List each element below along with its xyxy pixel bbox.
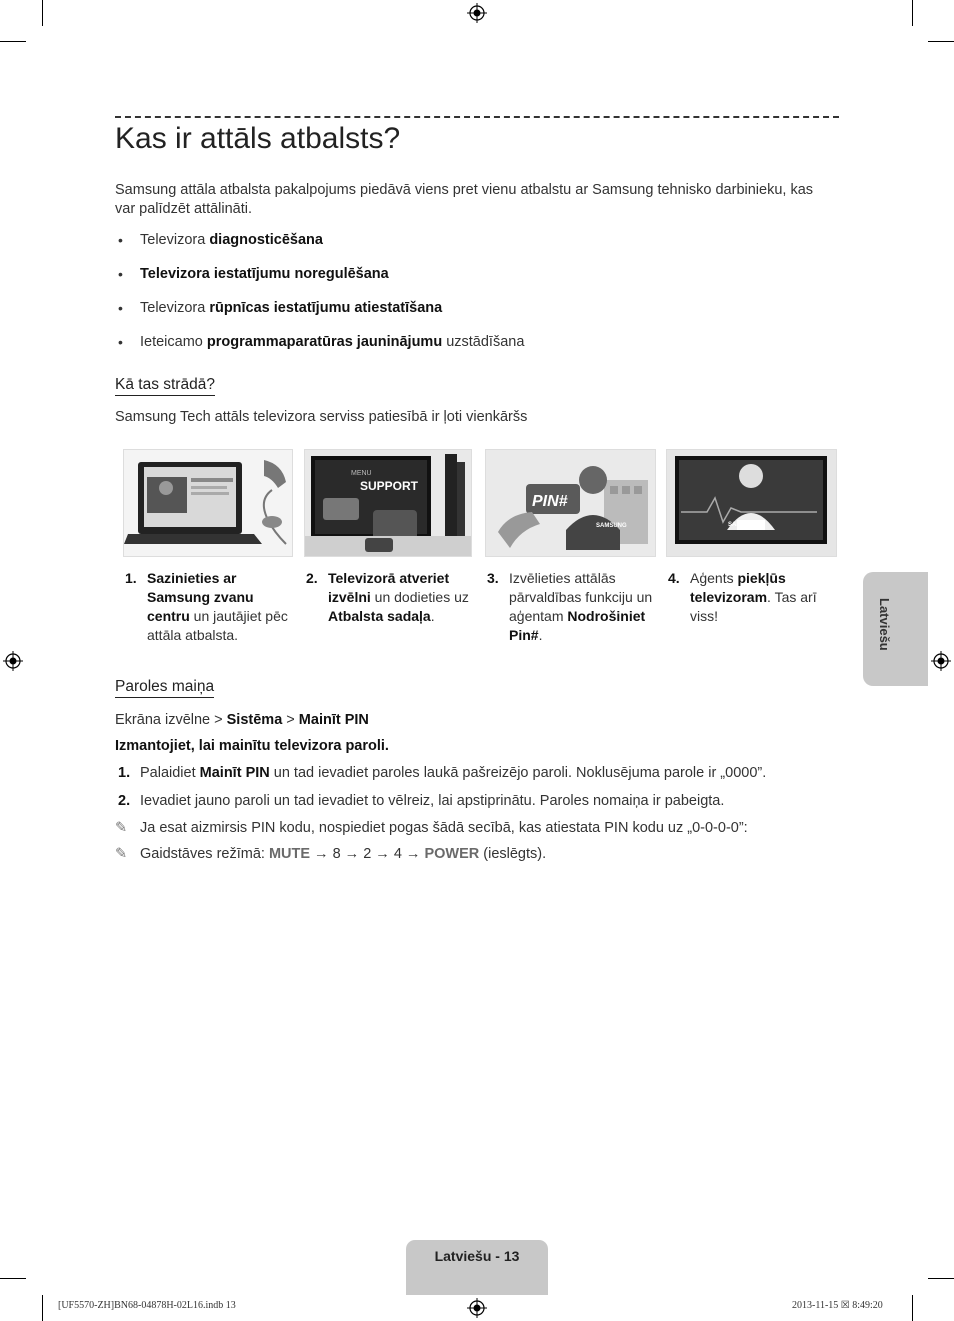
page-number: Latviešu - 13 xyxy=(434,1248,520,1264)
samsung-logo-text: SAMSUNG xyxy=(728,522,759,528)
registration-mark-icon xyxy=(3,651,23,671)
language-side-tab: Latviešu xyxy=(863,572,928,686)
page-footer-tab xyxy=(406,1240,548,1295)
password-change-heading: Paroles maiņa xyxy=(115,677,214,698)
page-title: Kas ir attāls atbalsts? xyxy=(115,122,401,155)
registration-mark-icon xyxy=(467,1298,487,1318)
agent-tv-illustration xyxy=(666,449,837,557)
crop-mark xyxy=(42,1295,43,1321)
crop-mark xyxy=(42,0,43,26)
tv-menu-support-illustration xyxy=(304,449,472,557)
print-timestamp: 2013-11-15 ☒ 8:49:20 xyxy=(792,1300,883,1311)
password-instruction: Izmantojiet, lai mainītu televizora paroli. xyxy=(115,738,389,754)
pin-label: PIN# xyxy=(532,493,568,510)
how-it-works-text: Samsung Tech attāls televizora serviss patiesībā ir ļoti vienkāršs xyxy=(115,409,528,425)
crop-mark xyxy=(928,41,954,42)
crop-mark xyxy=(0,1278,26,1279)
samsung-logo-text: SAMSUNG xyxy=(596,523,627,529)
print-file-info: [UF5570-ZH]BN68-04878H-02L16.indb 13 xyxy=(58,1300,236,1311)
list-item: • Televizora iestatījumu noregulēšana xyxy=(115,265,835,299)
feature-list xyxy=(115,231,835,367)
laptop-phone-illustration xyxy=(123,449,293,557)
registration-mark-icon xyxy=(467,3,487,23)
dashed-rule xyxy=(115,116,839,118)
intro-paragraph: Samsung attāla atbalsta pakalpojums piedāvā viens pret vienu atbalstu ar Samsung tehnisko darbinieku, kas var palīdzēt attālināti. xyxy=(115,182,814,217)
pin-agent-illustration xyxy=(485,449,656,557)
crop-mark xyxy=(912,1295,913,1321)
menu-label: MENU xyxy=(351,470,372,477)
list-item: • Televizora rūpnīcas iestatījumu atiestatīšana xyxy=(115,299,835,333)
list-item: • Televizora diagnosticēšana xyxy=(115,231,835,265)
registration-mark-icon xyxy=(931,651,951,671)
crop-mark xyxy=(928,1278,954,1279)
how-it-works-heading: Kā tas strādā? xyxy=(115,375,215,396)
menu-path: Ekrāna izvēlne > Sistēma > Mainīt PIN xyxy=(115,712,369,728)
crop-mark xyxy=(0,41,26,42)
pencil-note-icon: ✎ xyxy=(115,846,128,862)
crop-mark xyxy=(912,0,913,26)
support-label: SUPPORT xyxy=(360,479,419,493)
pencil-note-icon: ✎ xyxy=(115,820,128,836)
list-item: • Ieteicamo programmaparatūras jauninājumu uzstādīšana xyxy=(115,333,835,367)
